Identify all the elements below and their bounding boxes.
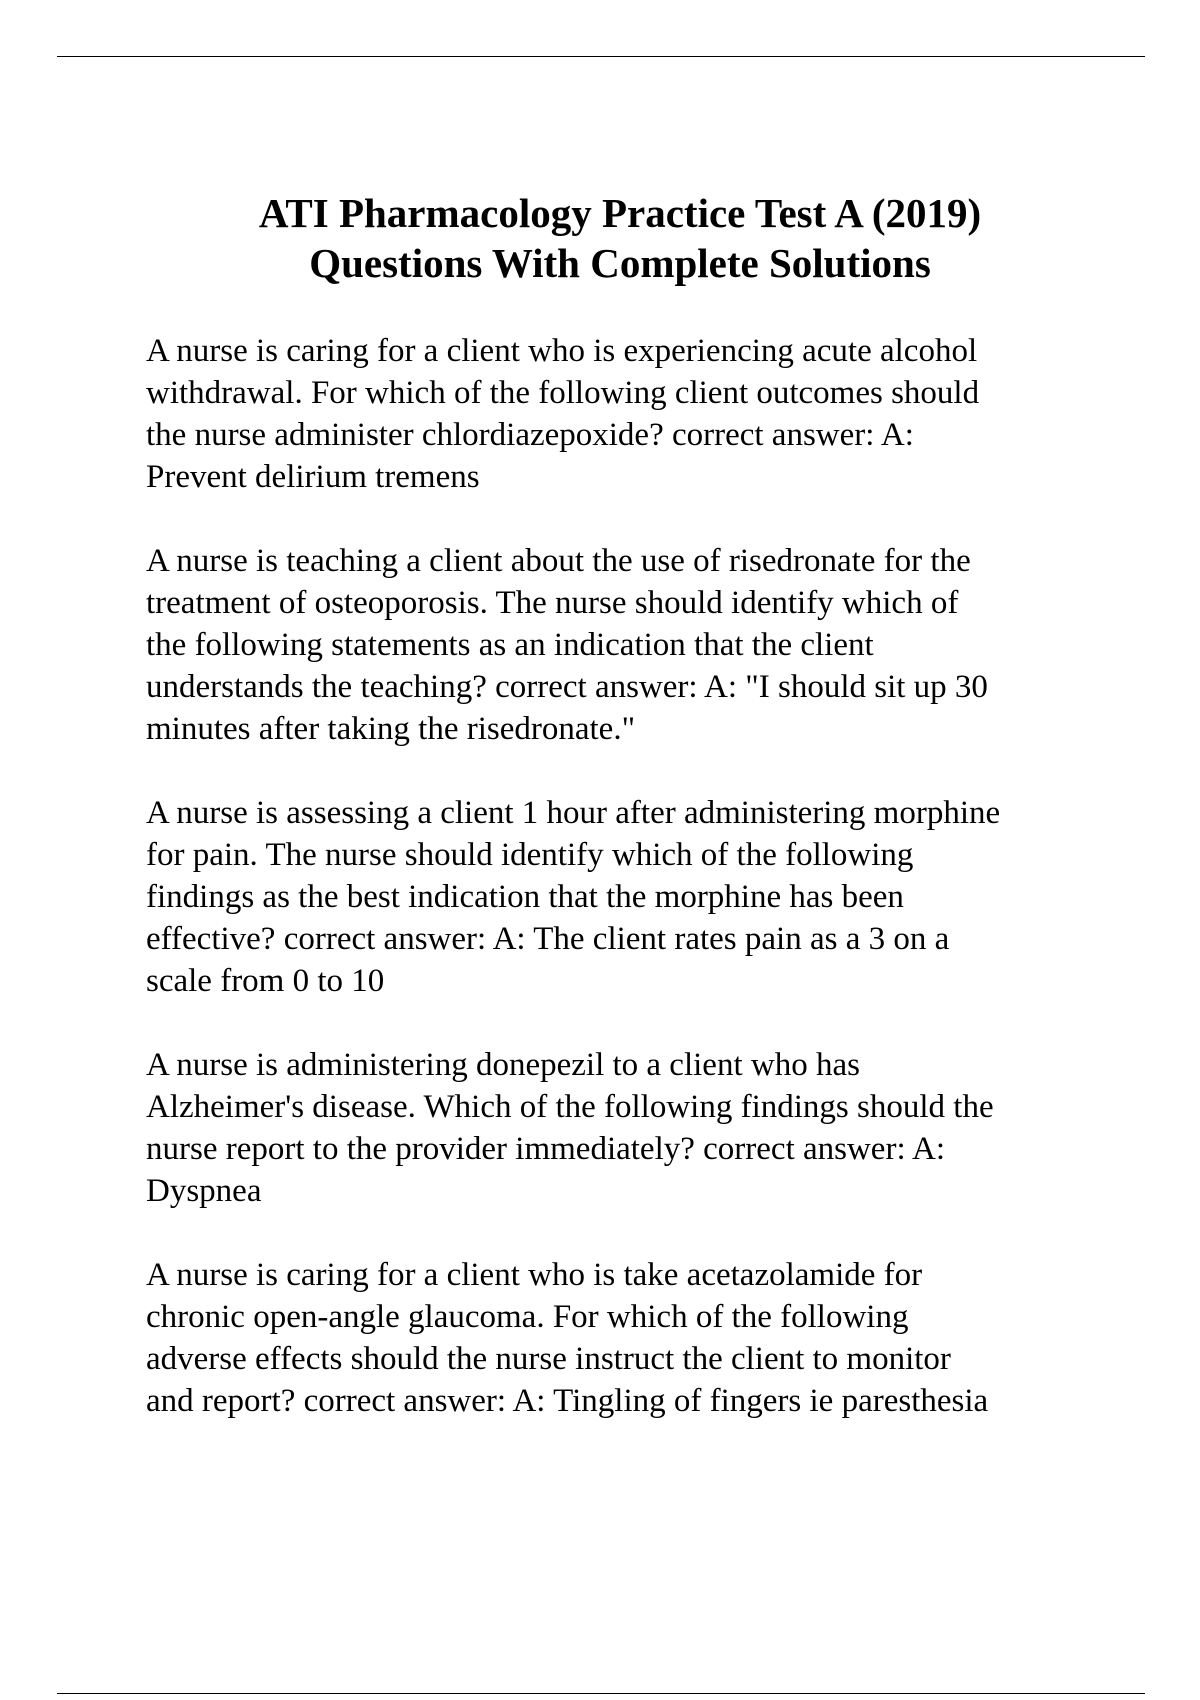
question-item-4 bbox=[146, 1044, 1106, 1212]
text-line: Prevent delirium tremens bbox=[146, 459, 480, 495]
text-line: Alzheimer's disease. Which of the following findings should the bbox=[146, 1089, 994, 1125]
title-line-1: ATI Pharmacology Practice Test A (2019) bbox=[258, 190, 982, 236]
text-line: nurse report to the provider immediately? correct answer: A: bbox=[146, 1131, 946, 1167]
bottom-divider bbox=[57, 1693, 1145, 1694]
text-line: the following statements as an indication that the client bbox=[146, 627, 874, 663]
text-line: and report? correct answer: A: Tingling of fingers ie paresthesia bbox=[146, 1383, 989, 1419]
text-line: Dyspnea bbox=[146, 1173, 262, 1209]
text-line: effective? correct answer: A: The client rates pain as a 3 on a bbox=[146, 921, 950, 957]
text-line: the nurse administer chlordiazepoxide? correct answer: A: bbox=[146, 417, 914, 453]
question-item-5 bbox=[146, 1254, 1106, 1422]
text-line: findings as the best indication that the morphine has been bbox=[146, 879, 904, 915]
question-item-1 bbox=[146, 330, 1106, 498]
text-line: chronic open-angle glaucoma. For which of the following bbox=[146, 1299, 909, 1335]
text-line: treatment of osteoporosis. The nurse should identify which of bbox=[146, 585, 959, 621]
text-line: for pain. The nurse should identify which of the following bbox=[146, 837, 914, 873]
question-item-3 bbox=[146, 792, 1106, 1002]
text-line: A nurse is administering donepezil to a client who has bbox=[146, 1047, 860, 1083]
document-title bbox=[0, 188, 1200, 288]
text-line: A nurse is teaching a client about the use of risedronate for the bbox=[146, 543, 971, 579]
text-line: minutes after taking the risedronate." bbox=[146, 711, 636, 747]
text-line: adverse effects should the nurse instruct the client to monitor bbox=[146, 1341, 951, 1377]
text-line: withdrawal. For which of the following client outcomes should bbox=[146, 375, 980, 411]
text-line: A nurse is caring for a client who is take acetazolamide for bbox=[146, 1257, 923, 1293]
question-list bbox=[146, 330, 1106, 1464]
question-item-2 bbox=[146, 540, 1106, 750]
top-divider bbox=[57, 56, 1145, 57]
text-line: scale from 0 to 10 bbox=[146, 963, 385, 999]
text-line: A nurse is caring for a client who is experiencing acute alcohol bbox=[146, 333, 978, 369]
text-line: understands the teaching? correct answer: A: "I should sit up 30 bbox=[146, 669, 988, 705]
text-line: A nurse is assessing a client 1 hour after administering morphine bbox=[146, 795, 1001, 831]
title-line-2: Questions With Complete Solutions bbox=[309, 240, 931, 286]
